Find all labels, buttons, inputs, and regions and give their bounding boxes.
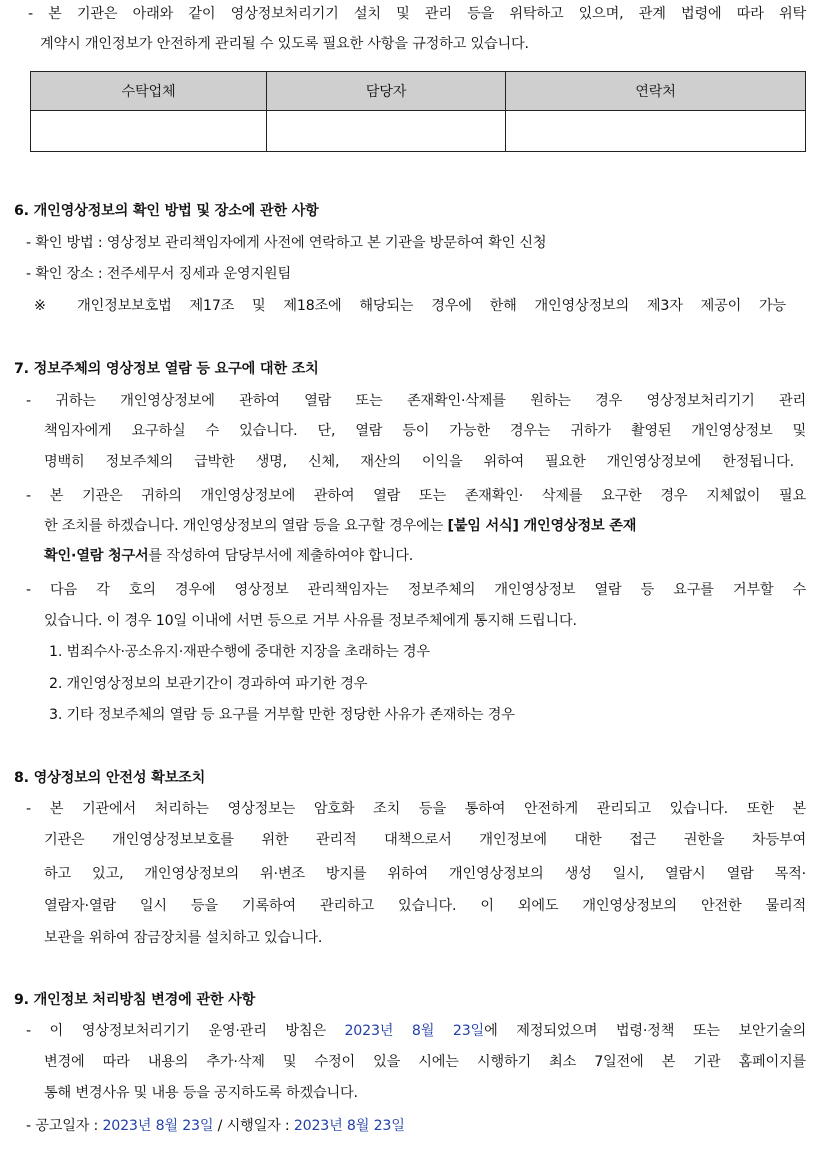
section-7-p3-line: 있습니다. 이 경우 10일 이내에 서면 등으로 거부 사유를 정보주체에게 통지해 드립니다.: [44, 613, 577, 629]
effective-date: 2023년 8월 23일: [293, 1118, 405, 1134]
table-row: [31, 111, 806, 152]
table-cell: [267, 111, 506, 152]
section-7-p1-line: 책임자에게 요구하실 수 있습니다. 단, 열람 등이 가능한 경우는 귀하가 촬영된 개인영상정보 및: [44, 423, 806, 439]
section-8-heading: 8. 영상정보의 안전성 확보조치: [14, 770, 206, 786]
date-separator: /: [213, 1118, 227, 1134]
section-9-text: 에 제정되었으며 법령·정책 또는 보안기술의: [484, 1023, 806, 1039]
notice-dates-line: [26, 1116, 405, 1136]
section-7-p2-line-2: [44, 516, 806, 536]
vendor-table: [30, 71, 806, 152]
enactment-date: 2023년 8월 23일: [344, 1023, 485, 1039]
notice-label: - 공고일자 :: [26, 1118, 103, 1134]
vendor-table-header: 담당자: [267, 72, 506, 111]
vendor-table-header: 수탁업체: [31, 72, 267, 111]
section-6-note: ※ 개인정보보호법 제17조 및 제18조에 해당되는 경우에 한해 개인영상정보의 제3자 제공이 가능: [34, 298, 786, 314]
list-item: 3. 기타 정보주체의 열람 등 요구를 거부할 만한 정당한 사유가 존재하는 경우: [49, 707, 515, 723]
section-9-line-1: [26, 1021, 806, 1041]
section-7-p1-line: 명백히 정보주체의 급박한 생명, 신체, 재산의 이익을 위하여 필요한 개인영상정보에 한정됩니다.: [44, 454, 794, 470]
section-9-line-3: 통해 변경사유 및 내용 등을 공지하도록 하겠습니다.: [44, 1085, 358, 1101]
section-9-text: - 이 영상정보처리기기 운영·관리 방침은: [26, 1023, 345, 1039]
section-7-p2-line-3: [44, 546, 413, 566]
section-6-heading: 6. 개인영상정보의 확인 방법 및 장소에 관한 사항: [14, 203, 319, 219]
table-cell: [506, 111, 806, 152]
list-item: 2. 개인영상정보의 보관기간이 경과하여 파기한 경우: [49, 676, 368, 692]
table-cell: [31, 111, 267, 152]
section-8-p1-line: 열람자·열람 일시 등을 기록하여 관리하고 있습니다. 이 외에도 개인영상정보의 안전한 물리적: [44, 898, 806, 914]
intro-line-2: 계약시 개인정보가 안전하게 관리될 수 있도록 필요한 사항을 규정하고 있습니다.: [40, 36, 529, 52]
section-7-heading: 7. 정보주체의 영상정보 열람 등 요구에 대한 조치: [14, 361, 319, 377]
section-8-p1-line: 기관은 개인영상정보보호를 위한 관리적 대책으로서 개인정보에 대한 접근 권한을 차등부여: [44, 832, 806, 848]
section-6-method: - 확인 방법 : 영상정보 관리책임자에게 사전에 연락하고 본 기관을 방문하여 확인 신청: [26, 235, 547, 251]
section-9-heading: 9. 개인정보 처리방침 변경에 관한 사항: [14, 992, 256, 1008]
section-7-p1-line: - 귀하는 개인영상정보에 관하여 열람 또는 존재확인·삭제를 원하는 경우 영상정보처리기기 관리: [26, 393, 806, 409]
vendor-table-header-row: [31, 72, 806, 111]
notice-date: 2023년 8월 23일: [102, 1118, 214, 1134]
section-6-place: - 확인 장소 : 전주세무서 징세과 운영지원팀: [26, 266, 291, 282]
request-form-name: 확인·열람 청구서: [44, 548, 149, 564]
section-8-p1-line: 하고 있고, 개인영상정보의 위·변조 방지를 위하여 개인영상정보의 생성 일시, 열람시 열람 목적·: [44, 866, 806, 882]
list-item: 1. 범죄수사·공소유지·재판수행에 중대한 지장을 초래하는 경우: [49, 644, 430, 660]
section-7-p2-text: 한 조치를 하겠습니다. 개인영상정보의 열람 등을 요구할 경우에는: [44, 518, 448, 534]
section-7-p2-line-1: - 본 기관은 귀하의 개인영상정보에 관하여 열람 또는 존재확인· 삭제를 요구한 경우 지체없이 필요: [26, 488, 806, 504]
effective-label: 시행일자 :: [226, 1118, 294, 1134]
section-7-p3-line: - 다음 각 호의 경우에 영상정보 관리책임자는 정보주체의 개인영상정보 열람 등 요구를 거부할 수: [26, 582, 806, 598]
intro-line-1: - 본 기관은 아래와 같이 영상정보처리기기 설치 및 관리 등을 위탁하고 있으며, 관계 법령에 따라 위탁: [28, 6, 806, 22]
vendor-table-header: 연락처: [506, 72, 806, 111]
attached-form-reference: [붙임 서식] 개인영상정보 존재: [447, 518, 637, 534]
section-9-line-2: 변경에 따라 내용의 추가·삭제 및 수정이 있을 시에는 시행하기 최소 7일전에 본 기관 홈페이지를: [44, 1054, 806, 1070]
section-8-p1-line: - 본 기관에서 처리하는 영상정보는 암호화 조치 등을 통하여 안전하게 관리되고 있습니다. 또한 본: [26, 801, 806, 817]
section-8-p1-line: 보관을 위하여 잠금장치를 설치하고 있습니다.: [44, 930, 323, 946]
section-7-p2-text: 를 작성하여 담당부서에 제출하여야 합니다.: [148, 548, 414, 564]
